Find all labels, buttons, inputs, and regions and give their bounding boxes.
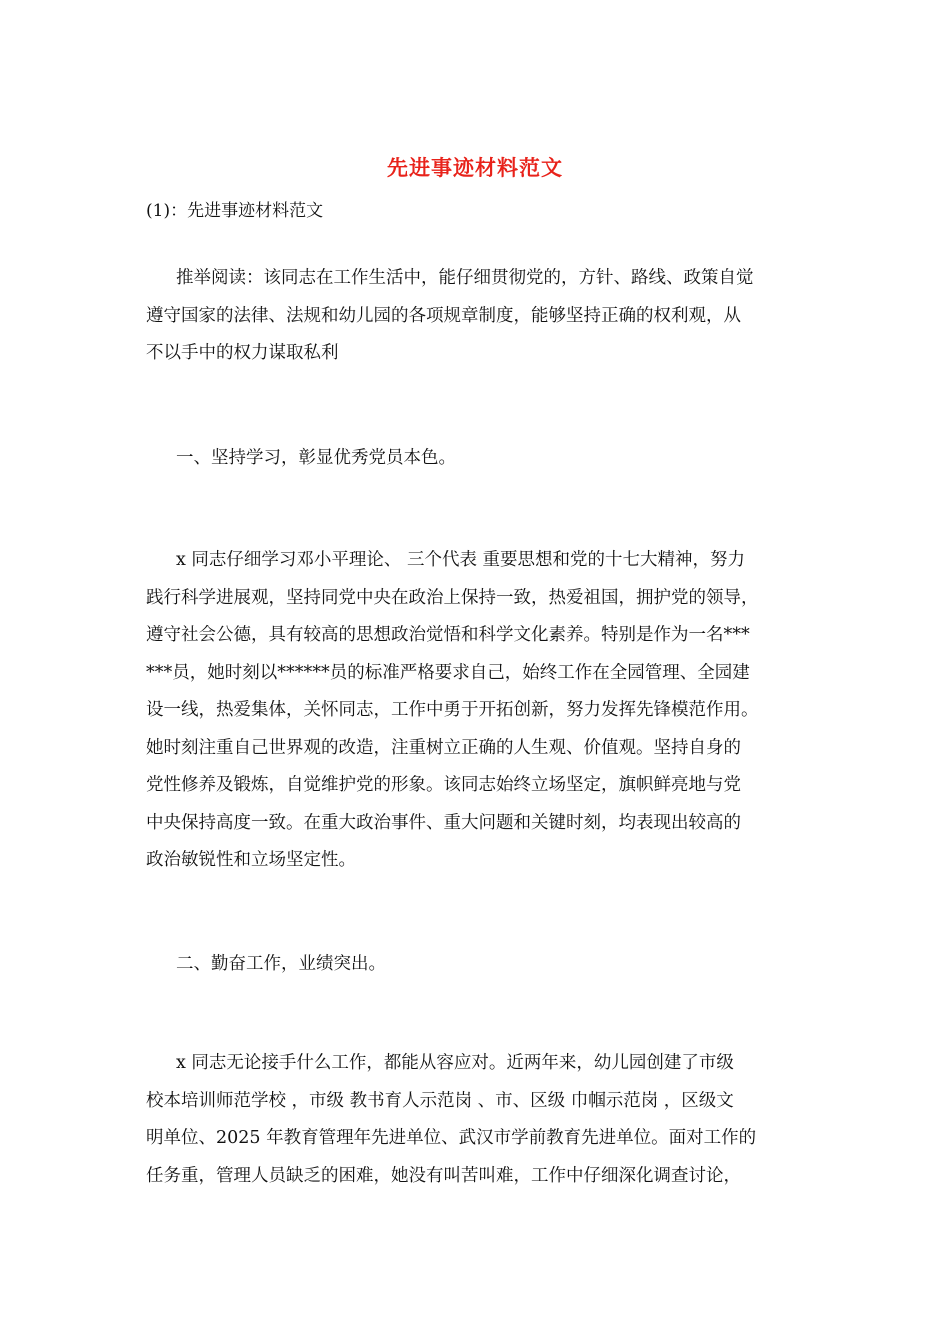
section2-line: 校本培训师范学校 ，市级 教书育人示范岗 、市、区级 巾帼示范岗 ，区级文 <box>146 1090 734 1111</box>
intro-line: 不以手中的权力谋取私利 <box>146 343 339 363</box>
intro-line: 推举阅读：该同志在工作生活中，能仔细贯彻党的，方针、路线、政策自觉 <box>176 268 754 288</box>
document-subtitle: (1)：先进事迹材料范文 <box>146 201 324 221</box>
section2-line: x 同志无论接手什么工作，都能从容应对。近两年来，幼儿园创建了市级 <box>176 1053 734 1073</box>
intro-line: 遵守国家的法律、法规和幼儿园的各项规章制度，能够坚持正确的权利观，从 <box>146 305 741 326</box>
section1-heading-block <box>146 440 810 478</box>
section1-line: ***员，她时刻以******员的标准严格要求自己，始终工作在全园管理、全园建 <box>146 662 750 683</box>
section1-paragraph <box>146 542 810 880</box>
document-title: 先进事迹材料范文 <box>387 155 563 180</box>
section2-heading: 二、勤奋工作，业绩突出。 <box>176 954 386 974</box>
section1-line: 践行科学进展观，坚持同党中央在政治上保持一致，热爱祖国，拥护党的领导， <box>146 587 759 608</box>
section2-heading-block <box>146 946 810 984</box>
section1-heading: 一、坚持学习，彰显优秀党员本色。 <box>176 448 456 468</box>
section1-line: x 同志仔细学习邓小平理论、 三个代表 重要思想和党的十七大精神，努力 <box>176 550 746 570</box>
section1-line: 她时刻注重自己世界观的改造，注重树立正确的人生观、价值观。坚持自身的 <box>146 737 741 758</box>
section1-line: 设一线，热爱集体，关怀同志，工作中勇于开拓创新，努力发挥先锋模范作用。 <box>146 700 759 720</box>
section1-line: 遵守社会公德，具有较高的思想政治觉悟和科学文化素养。特别是作为一名*** <box>146 625 750 645</box>
section2-line: 明单位、2025 年教育管理年先进单位、武汉市学前教育先进单位。面对工作的 <box>146 1128 757 1148</box>
section1-line: 党性修养及锻炼，自觉维护党的形象。该同志始终立场坚定，旗帜鲜亮地与党 <box>146 775 741 795</box>
section1-line: 政治敏锐性和立场坚定性。 <box>146 850 356 870</box>
intro-paragraph <box>146 260 810 373</box>
section2-paragraph <box>146 1045 810 1195</box>
section1-line: 中央保持高度一致。在重大政治事件、重大问题和关键时刻，均表现出较高的 <box>146 812 741 833</box>
section2-line: 任务重，管理人员缺乏的困难，她没有叫苦叫难，工作中仔细深化调查讨论， <box>146 1165 741 1186</box>
